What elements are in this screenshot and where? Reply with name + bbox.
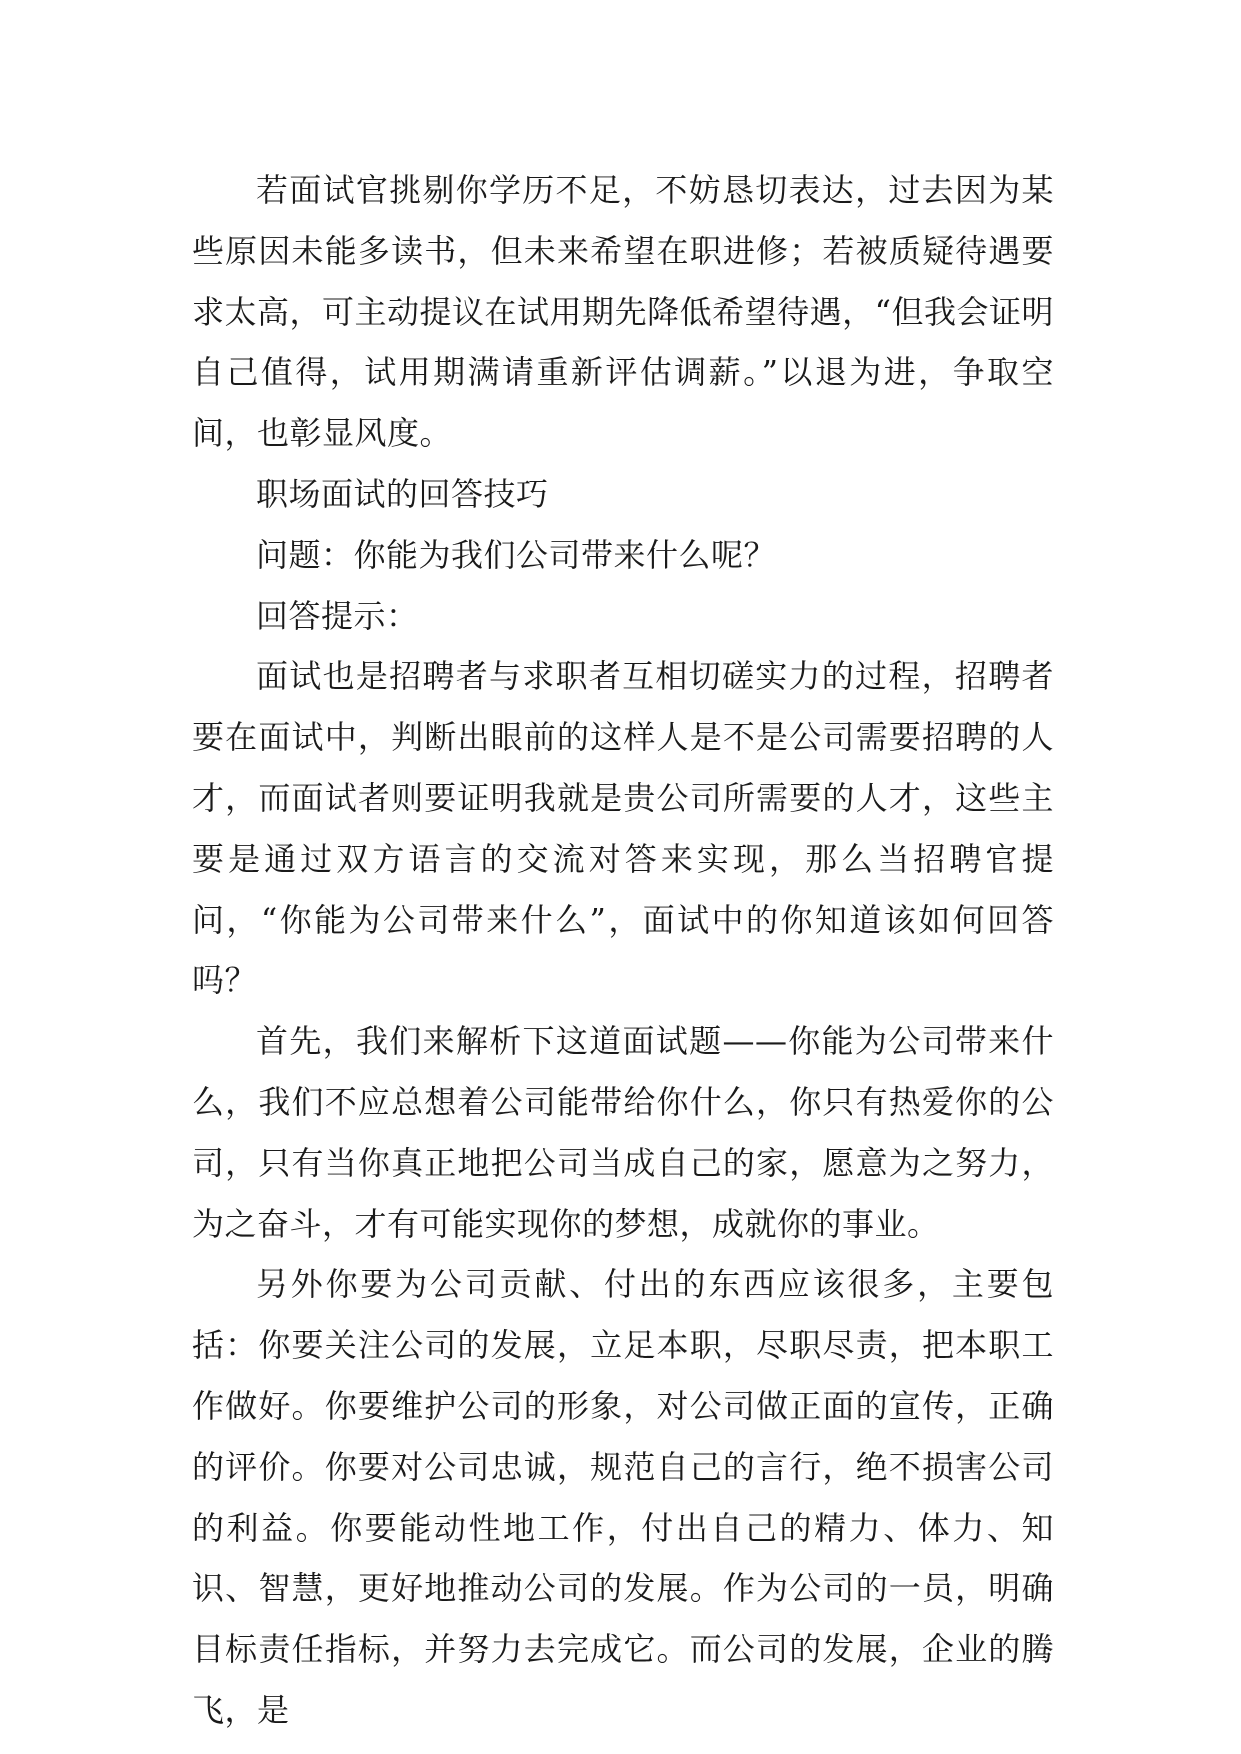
document-body (192, 160, 1054, 1741)
paragraph-contributions: 另外你要为公司贡献、付出的东西应该很多，主要包括：你要关注公司的发展，立足本职，尽职尽责，把本职工作做好。你要维护公司的形象，对公司做正面的宣传，正确的评价。你要对公司忠诚，规范自己的言行，绝不损害公司的利益。你要能动性地工作，付出自己的精力、体力、知识、智慧，更好地推动公司的发展。作为公司的一员，明确目标责任指标，并努力去完成它。而公司的发展，企业的腾飞，是 (192, 1265, 1054, 1729)
paragraph-education-and-salary: 若面试官挑剔你学历不足，不妨恳切表达，过去因为某些原因未能多读书，但未来希望在职进修；若被质疑待遇要求太高，可主动提议在试用期先降低希望待遇，“但我会证明自己值得，试用期满请重新评估调薪。”以退为进，争取空间，也彰显风度。 (192, 171, 1054, 453)
section-heading: 职场面试的回答技巧 (256, 474, 549, 513)
answer-hint-label: 回答提示： (256, 596, 419, 635)
paragraph-first-analysis: 首先，我们来解析下这道面试题——你能为公司带来什么，我们不应总想着公司能带给你什么，你只有热爱你的公司，只有当你真正地把公司当成自己的家，愿意为之努力，为之奋斗，才有可能实现你的梦想，成就你的事业。 (192, 1022, 1054, 1243)
question-line: 问题：你能为我们公司带来什么呢？ (256, 535, 777, 574)
paragraph-interview-process: 面试也是招聘者与求职者互相切磋实力的过程，招聘者要在面试中，判断出眼前的这样人是不是公司需要招聘的人才，而面试者则要证明我就是贵公司所需要的人才，这些主要是通过双方语言的交流对答来实现，那么当招聘官提问，“你能为公司带来什么”，面试中的你知道该如何回答吗？ (192, 657, 1054, 1000)
